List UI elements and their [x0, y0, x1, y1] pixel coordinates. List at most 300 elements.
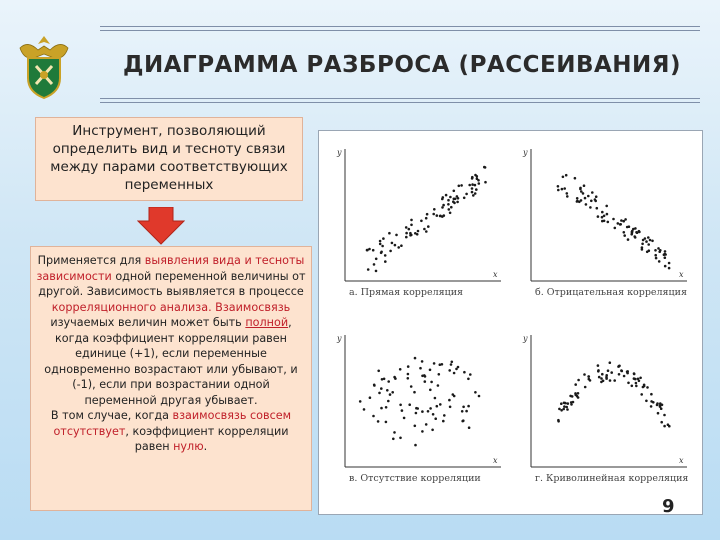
scatter-point	[643, 384, 646, 387]
scatter-point	[557, 420, 560, 423]
scatter-point	[430, 381, 433, 384]
scatter-point	[579, 188, 582, 191]
y-axis-label: y	[337, 334, 342, 343]
scatter-point	[577, 392, 580, 395]
scatter-point	[597, 369, 600, 372]
scatter-point	[612, 218, 615, 221]
description-highlight: нулю	[173, 440, 204, 453]
scatter-point	[577, 379, 580, 382]
scatter-point	[438, 373, 441, 376]
scatter-point	[654, 254, 657, 257]
scatter-point	[395, 234, 398, 237]
scatter-point	[372, 249, 375, 252]
scatter-point	[585, 203, 588, 206]
scatter-point	[617, 222, 620, 225]
scatter-point	[375, 258, 378, 261]
scatter-point	[467, 405, 470, 408]
scatter-point	[574, 392, 577, 395]
scatter-point	[416, 407, 419, 410]
description-highlight: взаимосвязь совсем отсутствует	[53, 409, 292, 438]
scatter-point	[607, 221, 610, 224]
scatter-point	[663, 425, 666, 428]
scatter-point	[627, 238, 630, 241]
scatter-point	[434, 417, 437, 420]
scatter-point	[377, 370, 380, 373]
scatter-point	[610, 371, 613, 374]
scatter-point	[626, 226, 629, 229]
description-text: , когда коэффициент корреляции равен единице (+1), если переменные одновременно возрастают или убывают, и (-1), если при возрастании одной переменной другая убывает.	[44, 316, 298, 407]
scatter-point	[443, 414, 446, 417]
scatter-point	[595, 195, 598, 198]
scatter-point	[377, 420, 380, 423]
scatter-point	[441, 198, 444, 201]
scatter-point	[449, 406, 452, 409]
scatter-point	[657, 412, 660, 415]
scatter-point	[640, 393, 643, 396]
down-arrow-icon	[137, 207, 185, 245]
scatter-point	[634, 236, 637, 239]
scatter-point	[626, 372, 629, 375]
scatter-point	[471, 177, 474, 180]
scatter-point	[421, 375, 424, 378]
scatter-point	[403, 417, 406, 420]
scatter-point	[668, 425, 671, 428]
scatter-point	[453, 190, 456, 193]
scatter-point	[413, 391, 416, 394]
scatter-point	[442, 204, 445, 207]
scatter-point	[463, 197, 466, 200]
scatter-point	[427, 410, 430, 413]
scatter-point	[399, 404, 402, 407]
scatter-point	[462, 419, 465, 422]
bottom-decorative-lines	[100, 98, 700, 106]
scatter-point	[652, 401, 655, 404]
scatter-point	[659, 402, 662, 405]
scatter-point	[432, 413, 435, 416]
scatter-figure	[318, 130, 703, 515]
scatter-point	[397, 246, 400, 249]
scatter-point	[601, 373, 604, 376]
panel-caption: а. Прямая корреляция	[349, 287, 464, 298]
scatter-diagrams	[319, 131, 702, 514]
scatter-point	[414, 444, 417, 447]
scatter-point	[582, 192, 585, 195]
definition-line: между парами соответствующих	[50, 159, 288, 175]
scatter-point	[649, 239, 652, 242]
scatter-point	[421, 430, 424, 433]
scatter-point	[410, 219, 413, 222]
scatter-point	[405, 226, 408, 229]
scatter-point	[427, 225, 430, 228]
scatter-point	[449, 196, 452, 199]
scatter-point	[583, 184, 586, 187]
scatter-point	[650, 405, 653, 408]
scatter-point	[407, 373, 410, 376]
scatter-point	[368, 248, 371, 251]
scatter-point	[434, 397, 437, 400]
scatter-point	[426, 213, 429, 216]
scatter-point	[373, 263, 376, 266]
scatter-point	[391, 391, 394, 394]
scatter-point	[462, 406, 465, 409]
scatter-point	[562, 176, 565, 179]
scatter-point	[574, 177, 577, 180]
scatter-point	[408, 228, 411, 231]
scatter-point	[447, 203, 450, 206]
scatter-point	[393, 431, 396, 434]
scatter-point	[407, 377, 410, 380]
definition-line: переменных	[124, 177, 214, 193]
scatter-point	[647, 243, 650, 246]
scatter-point	[424, 380, 427, 383]
page-number: 9	[662, 496, 675, 517]
scatter-point	[468, 426, 471, 429]
scatter-point	[460, 184, 463, 187]
description-highlight: корреляционного анализа. Взаимосвязь	[51, 300, 291, 314]
scatter-point	[380, 407, 383, 410]
description-text: одной переменной величины от другой. Зависимость выявляется в процессе	[38, 269, 306, 298]
scatter-point	[584, 386, 587, 389]
scatter-point	[572, 401, 575, 404]
description-text: , коэффициент корреляции равен	[125, 424, 289, 453]
scatter-point	[624, 218, 627, 221]
scatter-point	[576, 197, 579, 200]
scatter-point	[663, 253, 666, 256]
scatter-point	[391, 242, 394, 245]
scatter-point	[457, 366, 460, 369]
scatter-point	[642, 386, 645, 389]
panel-caption: б. Отрицательная корреляция	[535, 287, 687, 298]
scatter-point	[647, 236, 650, 239]
description-highlight: выявления вида и тесноты зависимости	[36, 254, 305, 283]
scatter-point	[584, 197, 587, 200]
scatter-point	[657, 247, 660, 250]
scatter-point	[598, 376, 601, 379]
scatter-point	[645, 240, 648, 243]
scatter-point	[607, 369, 610, 372]
scatter-point	[650, 393, 653, 396]
scatter-point	[429, 407, 432, 410]
scatter-point	[623, 234, 626, 237]
scatter-point	[424, 375, 427, 378]
scatter-point	[600, 377, 603, 380]
scatter-point	[589, 379, 592, 382]
scatter-point	[601, 220, 604, 223]
scatter-point	[478, 395, 481, 398]
scatter-point	[419, 367, 422, 370]
scatter-point	[407, 365, 410, 368]
scatter-point	[605, 377, 608, 380]
scatter-point	[439, 215, 442, 218]
scatter-point	[633, 372, 636, 375]
scatter-point	[432, 213, 435, 216]
x-axis-label: x	[679, 270, 684, 279]
scatter-point	[602, 380, 605, 383]
x-axis-label: x	[493, 270, 498, 279]
scatter-point	[557, 185, 560, 188]
scatter-point	[627, 382, 630, 385]
scatter-point	[437, 384, 440, 387]
scatter-point	[425, 217, 428, 220]
scatter-point	[414, 357, 417, 360]
scatter-point	[465, 410, 468, 413]
scatter-point	[405, 232, 408, 235]
scatter-point	[574, 383, 577, 386]
scatter-point	[656, 404, 659, 407]
scatter-point	[639, 377, 642, 380]
scatter-point	[563, 402, 566, 405]
scatter-point	[378, 392, 381, 395]
scatter-point	[638, 231, 641, 234]
scatter-point	[405, 236, 408, 239]
scatter-point	[457, 197, 460, 200]
scatter-point	[425, 230, 428, 233]
scatter-point	[620, 219, 623, 222]
scatter-point	[471, 187, 474, 190]
scatter-point	[668, 262, 671, 265]
scatter-point	[417, 230, 420, 233]
scatter-point	[447, 199, 450, 202]
scatter-point	[558, 408, 561, 411]
scatter-point	[638, 380, 641, 383]
scatter-point	[401, 409, 404, 412]
x-axis-label: x	[679, 456, 684, 465]
scatter-point	[583, 373, 586, 376]
scatter-point	[658, 260, 661, 263]
scatter-point	[477, 179, 480, 182]
scatter-point	[367, 268, 370, 271]
scatter-point	[571, 395, 574, 398]
description-box	[30, 246, 312, 511]
scatter-point	[463, 371, 466, 374]
scatter-point	[388, 232, 391, 235]
scatter-point	[453, 395, 456, 398]
scatter-point	[433, 362, 436, 365]
scatter-point	[451, 361, 454, 364]
scatter-point	[663, 414, 666, 417]
scatter-point	[594, 198, 597, 201]
scatter-point	[565, 174, 568, 177]
description-highlight: полной	[245, 316, 289, 329]
scatter-point	[630, 233, 633, 236]
scatter-point	[379, 243, 382, 246]
scatter-point	[441, 206, 444, 209]
scatter-point	[635, 231, 638, 234]
panel-caption: г. Криволинейная корреляция	[535, 473, 689, 484]
scatter-point	[576, 395, 579, 398]
description-text: Применяется для	[37, 254, 145, 267]
scatter-point	[394, 244, 397, 247]
scatter-point	[641, 246, 644, 249]
scatter-point	[375, 270, 378, 273]
scatter-point	[659, 249, 662, 252]
scatter-point	[605, 374, 608, 377]
scatter-point	[644, 237, 647, 240]
scatter-point	[421, 410, 424, 413]
y-axis-label: y	[523, 148, 528, 157]
scatter-point	[380, 252, 383, 255]
scatter-point	[442, 420, 445, 423]
scatter-point	[605, 205, 608, 208]
scatter-point	[408, 403, 411, 406]
scatter-point	[385, 406, 388, 409]
scatter-point	[387, 400, 390, 403]
scatter-point	[664, 256, 667, 259]
scatter-point	[565, 406, 568, 409]
scatter-point	[478, 182, 481, 185]
scatter-point	[623, 375, 626, 378]
scatter-point	[645, 400, 648, 403]
scatter-point	[618, 365, 621, 368]
scatter-point	[561, 188, 564, 191]
page-title: ДИАГРАММА РАЗБРОСА (РАССЕИВАНИЯ)	[123, 52, 681, 78]
scatter-point	[635, 382, 638, 385]
panel-caption: в. Отсутствие корреляции	[349, 473, 481, 484]
scatter-point	[443, 214, 446, 217]
scatter-point	[664, 265, 667, 268]
scatter-point	[660, 421, 663, 424]
y-axis-label: y	[523, 334, 528, 343]
scatter-point	[439, 403, 442, 406]
scatter-point	[563, 405, 566, 408]
description-text: .	[203, 440, 208, 453]
y-axis-label: y	[337, 148, 342, 157]
scatter-point	[484, 181, 487, 184]
scatter-point	[596, 207, 599, 210]
scatter-point	[635, 385, 638, 388]
scatter-point	[588, 375, 591, 378]
scatter-point	[421, 360, 424, 363]
scatter-point	[623, 231, 626, 234]
scatter-point	[468, 184, 471, 187]
scatter-point	[566, 195, 569, 198]
scatter-point	[606, 213, 609, 216]
scatter-point	[441, 363, 444, 366]
scatter-point	[641, 243, 644, 246]
scatter-point	[436, 214, 439, 217]
scatter-point	[431, 429, 434, 432]
scatter-point	[474, 184, 477, 187]
scatter-point	[614, 227, 617, 230]
scatter-point	[461, 410, 464, 413]
scatter-point	[472, 194, 475, 197]
scatter-point	[634, 227, 637, 230]
scatter-point	[425, 423, 428, 426]
scatter-point	[655, 257, 658, 260]
scatter-point	[450, 206, 453, 209]
definition-line: определить вид и тесноту связи	[52, 141, 286, 157]
scatter-point	[381, 378, 384, 381]
scatter-point	[601, 211, 604, 214]
scatter-point	[379, 240, 382, 243]
scatter-point	[449, 212, 452, 215]
scatter-point	[384, 260, 387, 263]
scatter-point	[410, 224, 413, 227]
scatter-point	[597, 364, 600, 367]
scatter-point	[414, 232, 417, 235]
scatter-point	[389, 393, 392, 396]
scatter-point	[369, 396, 372, 399]
scatter-point	[471, 191, 474, 194]
scatter-point	[471, 183, 474, 186]
scatter-point	[651, 240, 654, 243]
scatter-point	[399, 437, 402, 440]
scatter-point	[415, 412, 418, 415]
scatter-point	[557, 189, 560, 192]
scatter-point	[654, 249, 657, 252]
scatter-point	[591, 191, 594, 194]
scatter-point	[448, 208, 451, 211]
scatter-point	[414, 425, 417, 428]
scatter-point	[621, 370, 624, 373]
scatter-point	[483, 166, 486, 169]
x-axis-label: x	[493, 456, 498, 465]
scatter-point	[456, 201, 459, 204]
scatter-point	[631, 385, 634, 388]
scatter-point	[576, 200, 579, 203]
scatter-point	[601, 216, 604, 219]
scatter-point	[436, 405, 439, 408]
scatter-point	[613, 379, 616, 382]
scatter-point	[363, 408, 366, 411]
scatter-point	[474, 174, 477, 177]
scatter-point	[648, 249, 651, 252]
scatter-point	[664, 250, 667, 253]
scatter-point	[660, 407, 663, 410]
scatter-point	[475, 188, 478, 191]
scatter-point	[562, 408, 565, 411]
scatter-point	[458, 185, 461, 188]
scatter-point	[474, 192, 477, 195]
scatter-point	[453, 372, 456, 375]
scatter-point	[589, 206, 592, 209]
scatter-point	[469, 373, 472, 376]
coat-of-arms-emblem-icon	[14, 34, 74, 100]
scatter-point	[633, 377, 636, 380]
scatter-point	[410, 385, 413, 388]
scatter-point	[384, 254, 387, 257]
scatter-point	[380, 387, 383, 390]
scatter-point	[373, 384, 376, 387]
scatter-point	[465, 193, 468, 196]
scatter-point	[389, 250, 392, 253]
scatter-point	[433, 208, 436, 211]
scatter-point	[646, 386, 649, 389]
scatter-point	[618, 373, 621, 376]
definition-box	[35, 117, 303, 201]
scatter-point	[394, 377, 397, 380]
scatter-point	[381, 245, 384, 248]
scatter-point	[587, 195, 590, 198]
scatter-point	[448, 399, 451, 402]
scatter-point	[399, 368, 402, 371]
scatter-point	[420, 220, 423, 223]
scatter-point	[467, 378, 470, 381]
scatter-point	[668, 267, 671, 270]
scatter-point	[622, 220, 625, 223]
scatter-point	[597, 215, 600, 218]
scatter-point	[590, 200, 593, 203]
description-text: В том случае, когда	[50, 409, 173, 422]
scatter-point	[452, 200, 455, 203]
scatter-point	[423, 228, 426, 231]
scatter-point	[474, 391, 477, 394]
scatter-point	[385, 421, 388, 424]
scatter-point	[429, 369, 432, 372]
scatter-point	[450, 363, 453, 366]
top-decorative-lines	[100, 26, 700, 34]
scatter-point	[387, 380, 390, 383]
